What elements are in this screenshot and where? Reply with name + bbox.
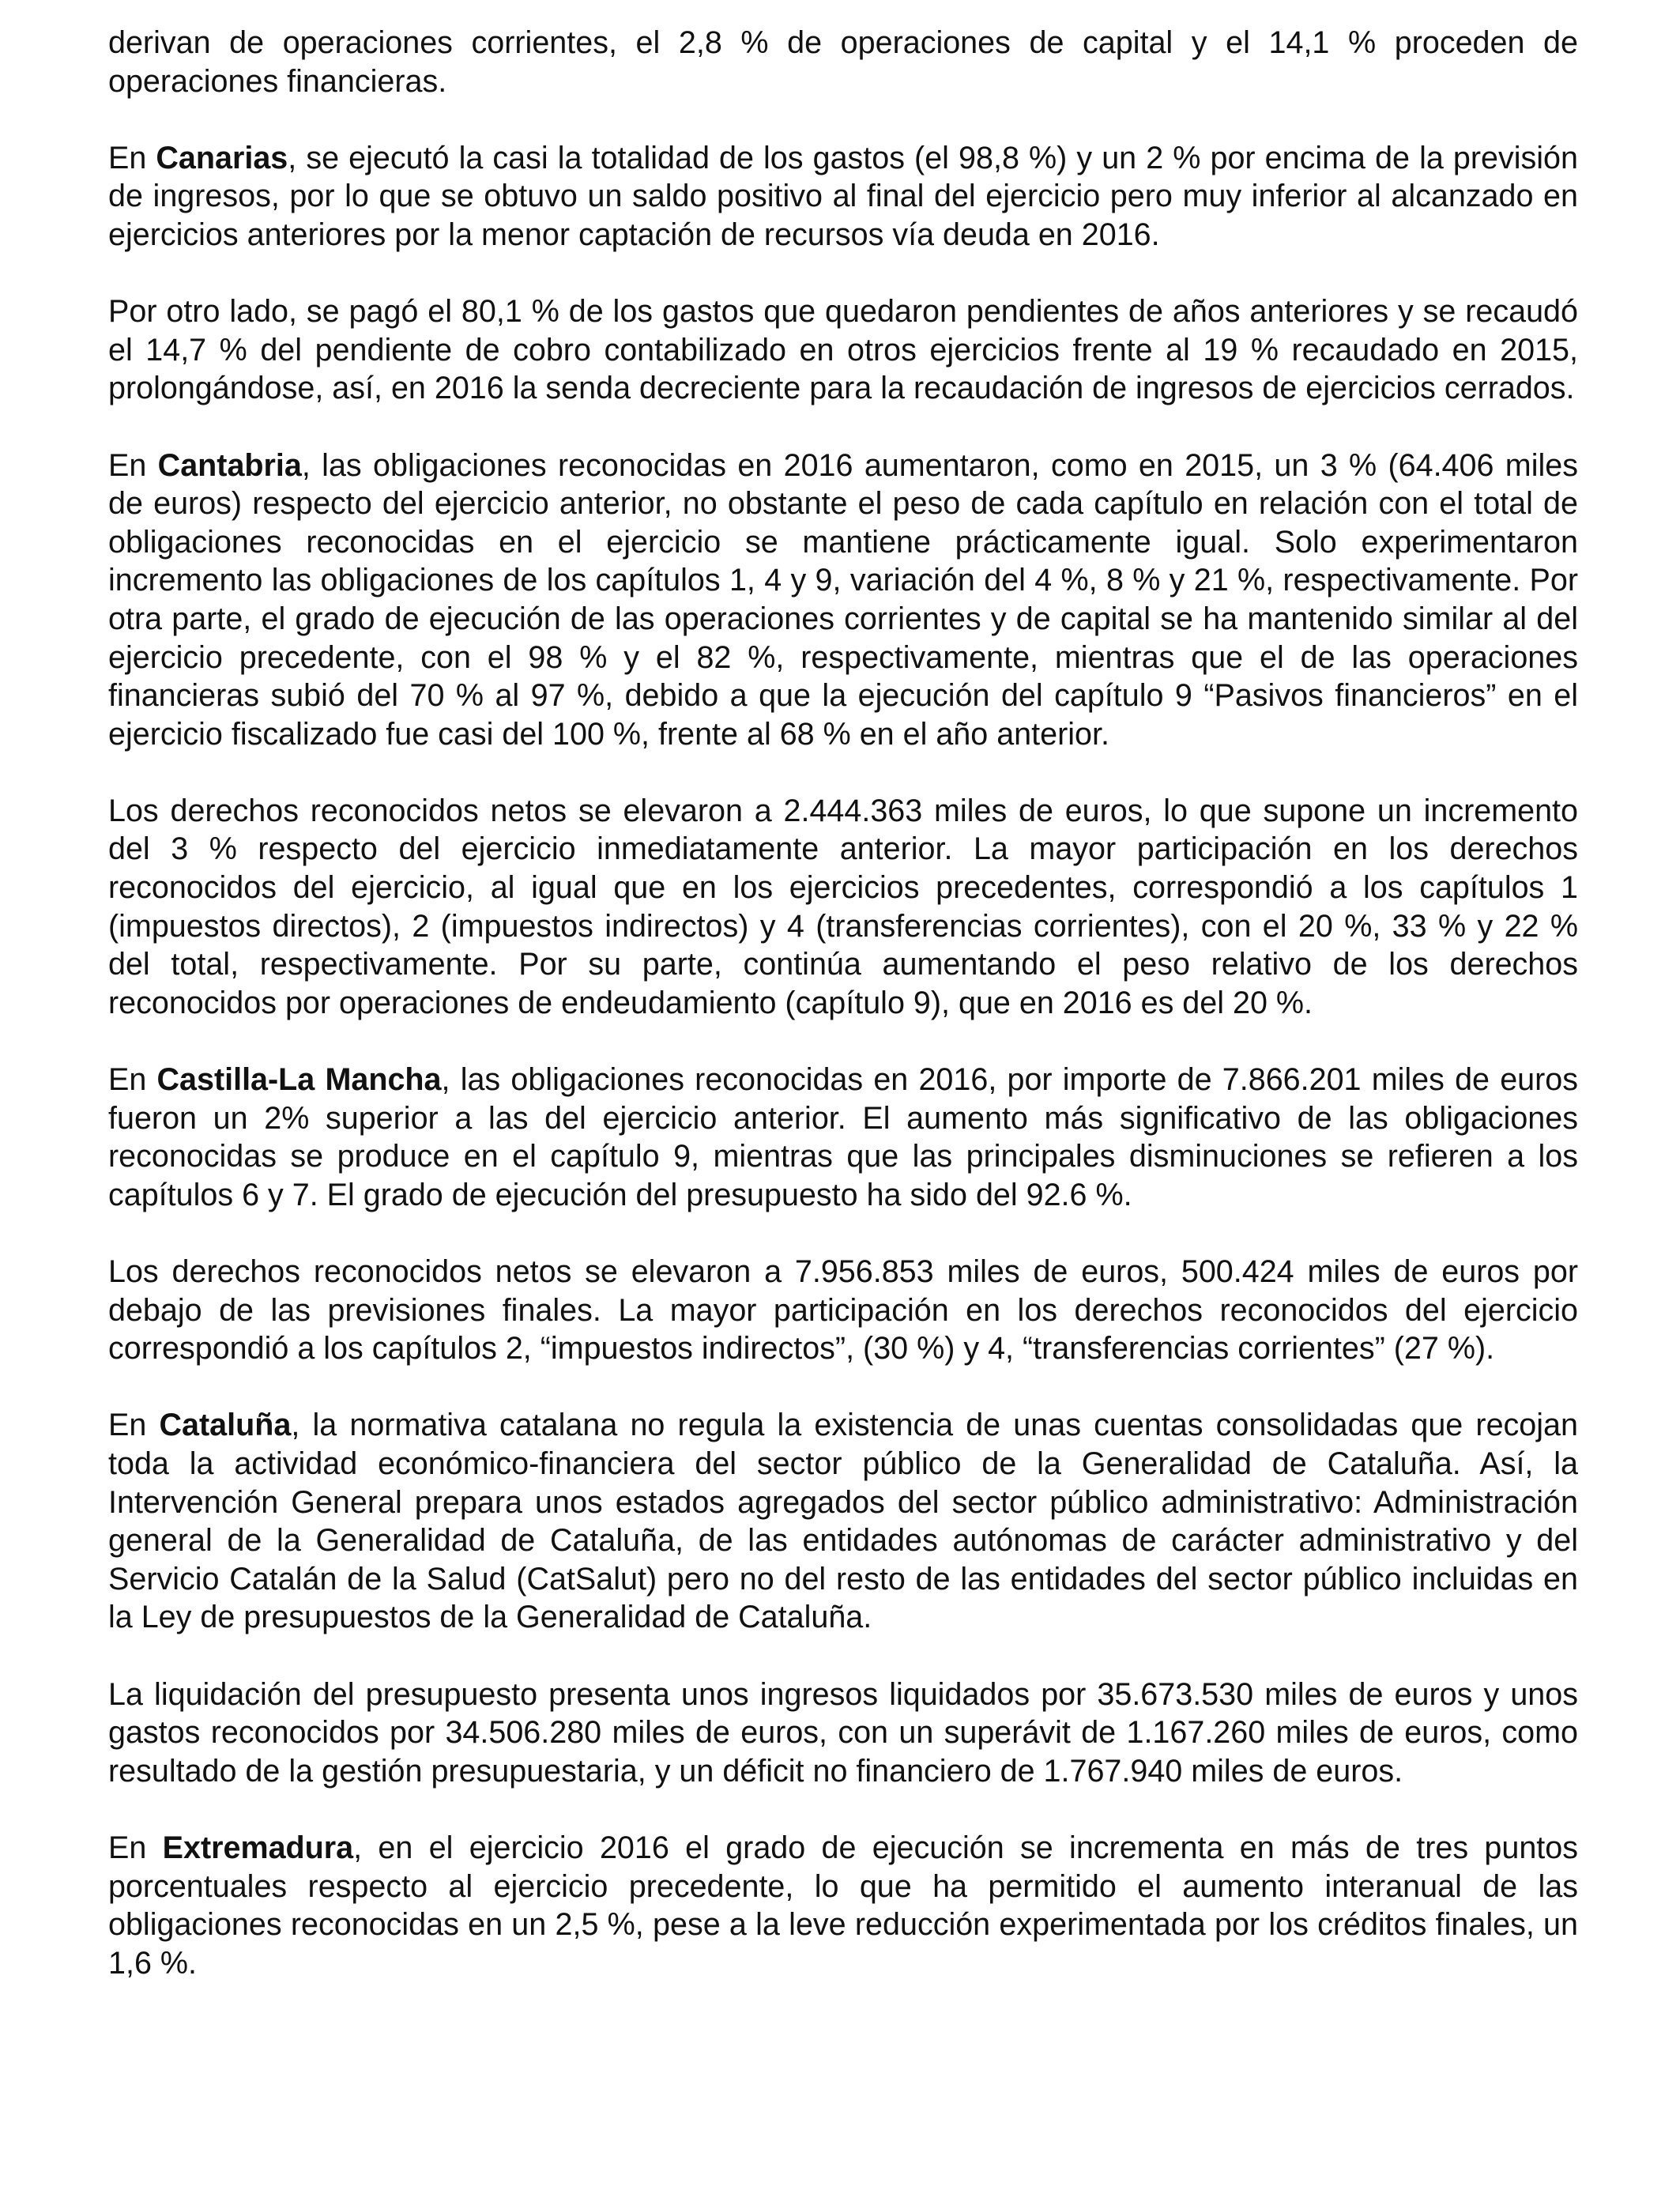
paragraph-text: Los derechos reconocidos netos se elevaron a 7.956.853 miles de euros, 500.424 miles de euros por debajo de las previsiones finales. La mayor participación en los derechos reconocidos del ejercicio correspondió a los capítulos 2, “impuestos indirectos”, (30 %) y 4, “transferencias corrientes” (27 %). (108, 1254, 1578, 1367)
paragraph-text: , la normativa catalana no regula la existencia de unas cuentas consolidadas que recojan toda la actividad económico-financiera del sector público de la Generalidad de Cataluña. Así, la Intervención General prepara unos estados agregados del sector público administrativo: Administración general de la Generalidad de Cataluña, de las entidades autónomas de carácter administrativo y del Servicio Catalán de la Salud (CatSalut) pero no del resto de las entidades del sector público incluidas en la Ley de presupuestos de la Generalidad de Cataluña. (108, 1408, 1578, 1635)
document-page (108, 24, 1578, 2021)
paragraph-text: Por otro lado, se pagó el 80,1 % de los gastos que quedaron pendientes de años anteriores y se recaudó el 14,7 % del pendiente de cobro contabilizado en otros ejercicios frente al 19 % recaudado en 2015, prolongándose, así, en 2016 la senda decreciente para la recaudación de ingresos de ejercicios cerrados. (108, 294, 1578, 406)
region-name-canarias: Canarias (156, 140, 288, 175)
region-name-cantabria: Cantabria (157, 447, 302, 483)
paragraph-prefix: En (108, 1062, 157, 1098)
paragraph-canarias-pending (108, 292, 1578, 408)
paragraph-text: , las obligaciones reconocidas en 2016, por importe de 7.866.201 miles de euros fueron un 2% superior a las del ejercicio anterior. El aumento más significativo de las obligaciones reconocidas se produce en el capítulo 9, mientras que las principales disminuciones se refieren a los capítulos 6 y 7. El grado de ejecución del presupuesto ha sido del 92.6 %. (108, 1062, 1579, 1212)
paragraph-castilla-la-mancha-rights (108, 1253, 1578, 1368)
paragraph-cantabria (108, 447, 1578, 754)
paragraph-castilla-la-mancha (108, 1061, 1578, 1214)
region-name-cataluna: Cataluña (159, 1408, 292, 1443)
paragraph-text: Los derechos reconocidos netos se elevaron a 2.444.363 miles de euros, lo que supone un incremento del 3 % respecto del ejercicio inmediatamente anterior. La mayor participación en los derechos reconocidos del ejercicio, al igual que en los ejercicios precedentes, correspondió a los capítulos 1 (impuestos directos), 2 (impuestos indirectos) y 4 (transferencias corrientes), con el 20 %, 33 % y 22 % del total, respectivamente. Por su parte, continúa aumentando el peso relativo de los derechos reconocidos por operaciones de endeudamiento (capítulo 9), que en 2016 es del 20 %. (108, 793, 1578, 1020)
paragraph-prefix: En (108, 1830, 163, 1865)
paragraph-capital-financial-operations (108, 24, 1578, 100)
paragraph-canarias (108, 139, 1578, 254)
region-name-castilla-la-mancha: Castilla-La Mancha (156, 1062, 442, 1098)
paragraph-prefix: En (108, 140, 156, 175)
paragraph-cataluna-liquidation (108, 1676, 1578, 1791)
paragraph-extremadura (108, 1829, 1578, 1982)
paragraph-text: , en el ejercicio 2016 el grado de ejecución se incrementa en más de tres puntos porcentuales respecto al ejercicio precedente, lo que ha permitido el aumento interanual de las obligaciones reconocidas en un 2,5 %, pese a la leve reducción experimentada por los créditos finales, un 1,6 %. (108, 1830, 1578, 1981)
region-name-extremadura: Extremadura (162, 1830, 354, 1865)
paragraph-text: , las obligaciones reconocidas en 2016 aumentaron, como en 2015, un 3 % (64.406 miles de euros) respecto del ejercicio anterior, no obstante el peso de cada capítulo en relación con el total de obligaciones reconocidas en el ejercicio se mantiene prácticamente igual. Solo experimentaron incremento las obligaciones de los capítulos 1, 4 y 9, variación del 4 %, 8 % y 21 %, respectivamente. Por otra parte, el grado de ejecución de las operaciones corrientes y de capital se ha mantenido similar al del ejercicio precedente, con el 98 % y el 82 %, respectivamente, mientras que el de las operaciones financieras subió del 70 % al 97 %, debido a que la ejecución del capítulo 9 “Pasivos financieros” en el ejercicio fiscalizado fue casi del 100 %, frente al 68 % en el año anterior. (108, 447, 1578, 752)
paragraph-prefix: En (108, 1408, 160, 1443)
paragraph-text: La liquidación del presupuesto presenta unos ingresos liquidados por 35.673.530 miles de euros y unos gastos reconocidos por 34.506.280 miles de euros, con un superávit de 1.167.260 miles de euros, como resultado de la gestión presupuestaria, y un déficit no financiero de 1.767.940 miles de euros. (108, 1676, 1578, 1789)
paragraph-text: , se ejecutó la casi la totalidad de los gastos (el 98,8 %) y un 2 % por encima de la previsión de ingresos, por lo que se obtuvo un saldo positivo al final del ejercicio pero muy inferior al alcanzado en ejercicios anteriores por la menor captación de recursos vía deuda en 2016. (108, 140, 1578, 252)
paragraph-text: derivan de operaciones corrientes, el 2,8 % de operaciones de capital y el 14,1 % proceden de operaciones financieras. (108, 25, 1578, 99)
paragraph-cantabria-rights (108, 792, 1578, 1023)
paragraph-cataluna (108, 1406, 1578, 1637)
paragraph-prefix: En (108, 447, 158, 483)
